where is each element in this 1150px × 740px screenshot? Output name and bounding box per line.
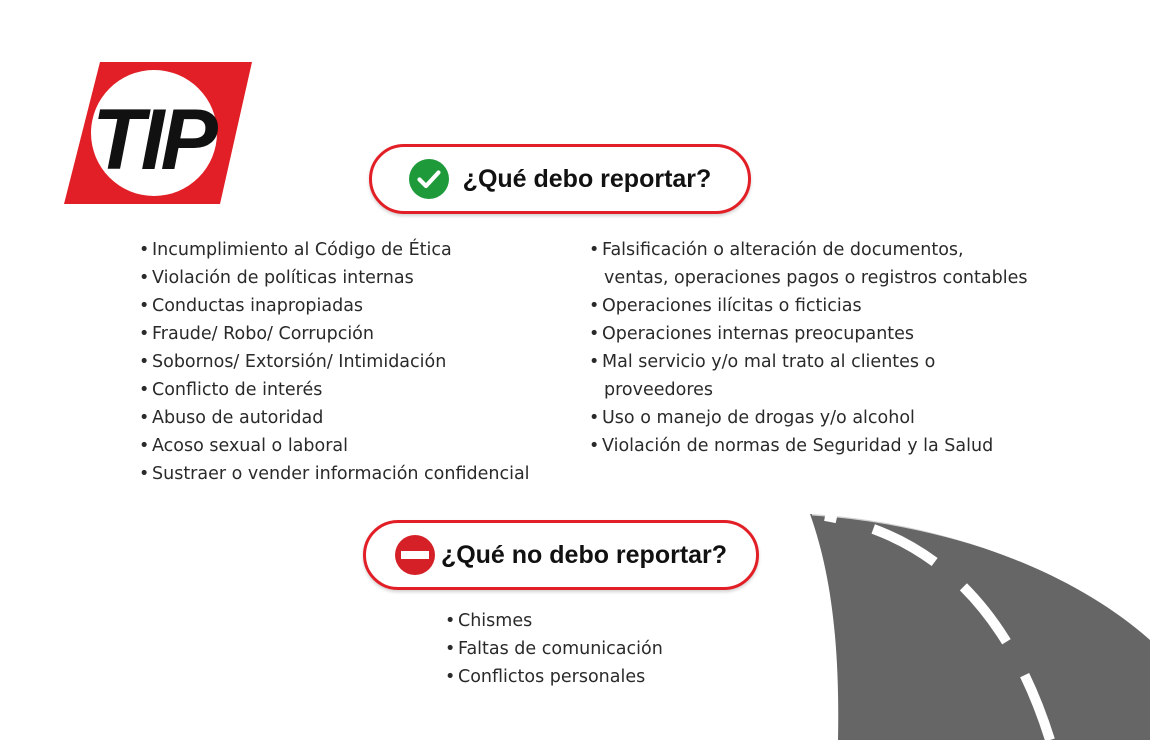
- list-item: • Abuso de autoridad: [139, 408, 324, 428]
- list-item: • Conductas inapropiadas: [139, 296, 364, 316]
- list-item: • Acoso sexual o laboral: [139, 436, 349, 456]
- list-item: • Violación de normas de Seguridad y la Salud: [589, 436, 994, 456]
- no-entry-icon: [395, 535, 435, 575]
- list-item: • Sustraer o vender información confidencial: [139, 464, 530, 484]
- list-item: • Operaciones ilícitas o ficticias: [589, 296, 862, 316]
- check-circle-icon: [409, 159, 449, 199]
- tip-logo: [60, 60, 254, 206]
- list-item: • Incumplimiento al Código de Ética: [139, 240, 452, 260]
- svg-text:TIP: TIP: [92, 92, 214, 188]
- report-header: [369, 144, 751, 214]
- list-item: • Chismes: [445, 611, 533, 631]
- no-report-list: [445, 607, 663, 691]
- list-item: • Faltas de comunicación: [445, 639, 663, 659]
- list-item: • Falsificación o alteración de documentos, ventas, operaciones pagos o registros contables: [589, 240, 1028, 288]
- list-item: • Conflicto de interés: [139, 380, 323, 400]
- list-item: • Fraude/ Robo/ Corrupción: [139, 324, 374, 344]
- list-item: • Operaciones internas preocupantes: [589, 324, 915, 344]
- list-item: • Violación de políticas internas: [139, 268, 414, 288]
- no-report-title: ¿Qué no debo reportar?: [440, 540, 728, 569]
- list-item: • Conflictos personales: [445, 667, 646, 687]
- no-report-header: [363, 520, 759, 590]
- list-item: • Sobornos/ Extorsión/ Intimidación: [139, 352, 447, 372]
- list-item: • Uso o manejo de drogas y/o alcohol: [589, 408, 915, 428]
- report-list-right: [589, 236, 1027, 460]
- report-list-left: [139, 236, 530, 488]
- list-item: • Mal servicio y/o mal trato al clientes o proveedores: [589, 352, 936, 400]
- report-title: ¿Qué debo reportar?: [462, 164, 712, 193]
